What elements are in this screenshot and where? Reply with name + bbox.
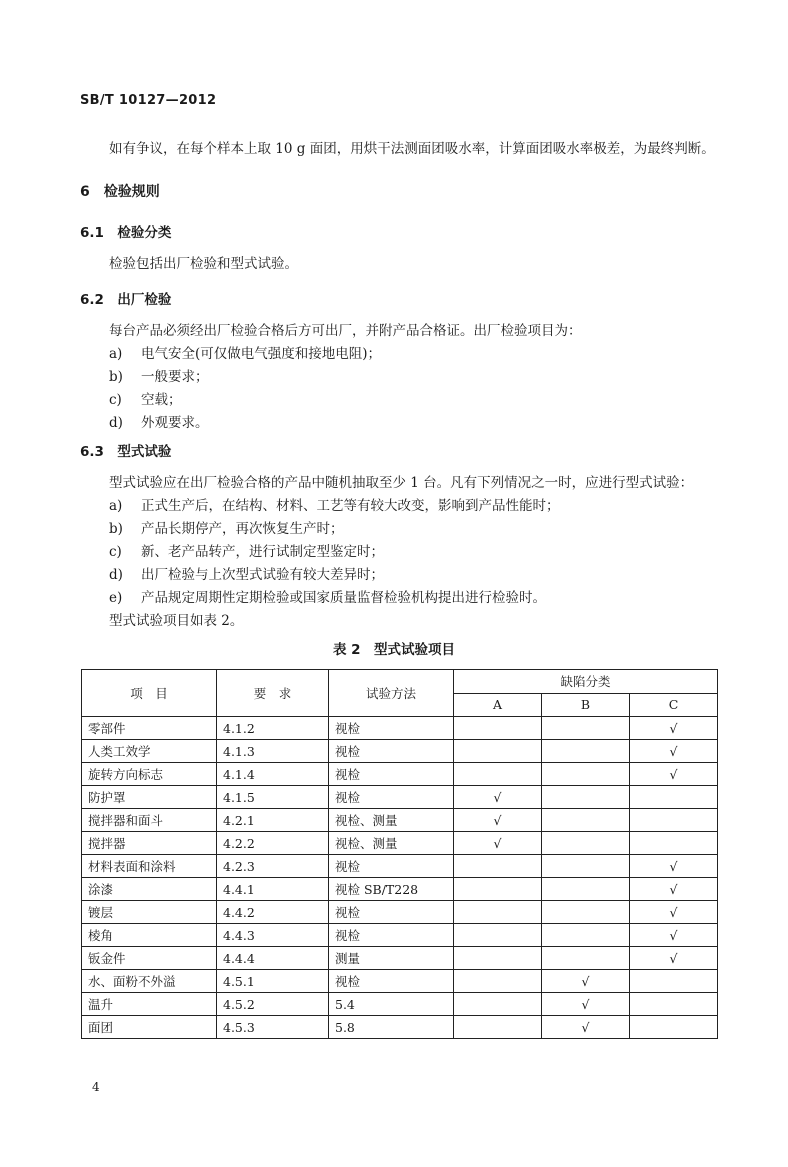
- list-item-text: 一般要求；: [141, 369, 209, 385]
- table-row: [82, 832, 718, 855]
- cell-method: 测量: [329, 947, 454, 970]
- cell-method: 视检: [329, 786, 454, 809]
- cell-requirement: 4.4.2: [217, 901, 329, 924]
- cell-item: 面团: [82, 1016, 217, 1039]
- list-item-text: 电气安全(可仅做电气强度和接地电阻)；: [141, 346, 382, 362]
- cell-class-b: [542, 924, 630, 947]
- cell-method: 视检: [329, 970, 454, 993]
- list-item-text: 产品长期停产，再次恢复生产时；: [141, 521, 344, 537]
- header-defect-class: 缺陷分类: [454, 670, 718, 694]
- cell-class-c: √: [630, 717, 718, 740]
- standard-header: SB/T 10127—2012: [80, 93, 217, 108]
- cell-class-b: [542, 786, 630, 809]
- table-row: [82, 717, 718, 740]
- cell-method: 视检: [329, 717, 454, 740]
- cell-class-b: [542, 947, 630, 970]
- cell-requirement: 4.1.3: [217, 740, 329, 763]
- cell-requirement: 4.1.4: [217, 763, 329, 786]
- section-6-3-title: 6.3 型式试验: [80, 444, 172, 460]
- list-item-letter: c): [109, 392, 122, 408]
- cell-requirement: 4.5.2: [217, 993, 329, 1016]
- section-6-title: 6 检验规则: [80, 184, 160, 200]
- cell-class-c: [630, 1016, 718, 1039]
- section-6-1-title: 6.1 检验分类: [80, 225, 172, 241]
- cell-requirement: 4.2.3: [217, 855, 329, 878]
- cell-item: 水、面粉不外溢: [82, 970, 217, 993]
- table-row: [82, 993, 718, 1016]
- cell-requirement: 4.4.3: [217, 924, 329, 947]
- cell-class-c: [630, 993, 718, 1016]
- table-row: [82, 947, 718, 970]
- cell-item: 镀层: [82, 901, 217, 924]
- header-class-b: B: [542, 693, 630, 717]
- cell-class-b: √: [542, 970, 630, 993]
- table-row: [82, 924, 718, 947]
- list-item-letter: a): [109, 498, 123, 514]
- section-6-2-text: 每台产品必须经出厂检验合格后方可出厂，并附产品合格证。出厂检验项目为：: [109, 323, 582, 339]
- test-items-table: [81, 669, 718, 1039]
- header-method: 试验方法: [329, 670, 454, 717]
- table-row: [82, 763, 718, 786]
- list-item-letter: b): [109, 369, 123, 385]
- cell-class-a: √: [454, 832, 542, 855]
- cell-class-a: [454, 740, 542, 763]
- list-item-letter: a): [109, 346, 123, 362]
- list-item: [109, 563, 384, 583]
- cell-item: 棱角: [82, 924, 217, 947]
- cell-class-b: [542, 855, 630, 878]
- cell-class-a: √: [454, 809, 542, 832]
- list-item-text: 产品规定周期性定期检验或国家质量监督检验机构提出进行检验时。: [141, 590, 546, 606]
- cell-requirement: 4.5.1: [217, 970, 329, 993]
- cell-method: 视检: [329, 924, 454, 947]
- cell-class-a: [454, 855, 542, 878]
- cell-class-a: [454, 717, 542, 740]
- cell-class-c: √: [630, 740, 718, 763]
- cell-requirement: 4.1.2: [217, 717, 329, 740]
- cell-class-c: √: [630, 924, 718, 947]
- list-item-text: 正式生产后，在结构、材料、工艺等有较大改变，影响到产品性能时；: [141, 498, 560, 514]
- cell-class-a: [454, 901, 542, 924]
- cell-requirement: 4.4.1: [217, 878, 329, 901]
- cell-method: 视检: [329, 740, 454, 763]
- cell-class-c: √: [630, 947, 718, 970]
- cell-class-a: [454, 970, 542, 993]
- cell-method: 视检: [329, 901, 454, 924]
- cell-class-a: [454, 993, 542, 1016]
- cell-requirement: 4.2.1: [217, 809, 329, 832]
- cell-item: 材料表面和涂料: [82, 855, 217, 878]
- cell-class-b: √: [542, 993, 630, 1016]
- cell-item: 温升: [82, 993, 217, 1016]
- list-item-text: 外观要求。: [141, 415, 209, 431]
- cell-item: 涂漆: [82, 878, 217, 901]
- list-item: [109, 411, 209, 431]
- list-item: [109, 365, 209, 385]
- header-requirement: 要 求: [217, 670, 329, 717]
- header-class-a: A: [454, 693, 542, 717]
- list-item-letter: b): [109, 521, 123, 537]
- cell-requirement: 4.1.5: [217, 786, 329, 809]
- cell-class-c: √: [630, 878, 718, 901]
- cell-item: 搅拌器和面斗: [82, 809, 217, 832]
- list-item: [109, 540, 384, 560]
- section-6-2-title: 6.2 出厂检验: [80, 292, 172, 308]
- cell-item: 防护罩: [82, 786, 217, 809]
- list-item-letter: d): [109, 415, 123, 431]
- cell-class-b: [542, 878, 630, 901]
- cell-class-a: [454, 763, 542, 786]
- cell-method: 视检、测量: [329, 809, 454, 832]
- cell-method: 视检 SB/T228: [329, 878, 454, 901]
- cell-method: 视检、测量: [329, 832, 454, 855]
- section-6-3-text: 型式试验应在出厂检验合格的产品中随机抽取至少 1 台。凡有下列情况之一时，应进行型式试验：: [109, 475, 694, 491]
- cell-class-b: [542, 740, 630, 763]
- list-item-letter: e): [109, 590, 123, 606]
- table-row: [82, 740, 718, 763]
- cell-class-a: [454, 1016, 542, 1039]
- cell-item: 旋转方向标志: [82, 763, 217, 786]
- cell-item: 零部件: [82, 717, 217, 740]
- list-item: [109, 494, 560, 514]
- list-item: [109, 342, 381, 362]
- cell-class-b: [542, 717, 630, 740]
- cell-method: 5.4: [329, 993, 454, 1016]
- cell-class-c: √: [630, 901, 718, 924]
- intro-paragraph: 如有争议，在每个样本上取 10 g 面团，用烘干法测面团吸水率，计算面团吸水率极差，为最终判断。: [109, 141, 715, 157]
- cell-method: 视检: [329, 855, 454, 878]
- cell-requirement: 4.2.2: [217, 832, 329, 855]
- table-row: [82, 878, 718, 901]
- table-row: [82, 901, 718, 924]
- cell-class-c: [630, 970, 718, 993]
- cell-class-b: [542, 832, 630, 855]
- cell-class-a: √: [454, 786, 542, 809]
- page-number: 4: [92, 1080, 100, 1094]
- header-item: 项 目: [82, 670, 217, 717]
- cell-class-b: [542, 901, 630, 924]
- cell-class-c: √: [630, 855, 718, 878]
- cell-class-b: [542, 763, 630, 786]
- list-item-letter: d): [109, 567, 123, 583]
- cell-item: 搅拌器: [82, 832, 217, 855]
- cell-class-c: [630, 786, 718, 809]
- list-item-text: 新、老产品转产，进行试制定型鉴定时；: [141, 544, 384, 560]
- header-class-c: C: [630, 693, 718, 717]
- cell-class-a: [454, 878, 542, 901]
- cell-class-b: [542, 809, 630, 832]
- list-item: [109, 517, 344, 537]
- section-6-3-closing: 型式试验项目如表 2。: [109, 613, 244, 629]
- list-item: [109, 388, 182, 408]
- table-row: [82, 970, 718, 993]
- cell-requirement: 4.5.3: [217, 1016, 329, 1039]
- list-item-text: 空载；: [141, 392, 182, 408]
- table-row: [82, 809, 718, 832]
- cell-method: 视检: [329, 763, 454, 786]
- cell-class-b: √: [542, 1016, 630, 1039]
- cell-item: 人类工效学: [82, 740, 217, 763]
- cell-class-a: [454, 924, 542, 947]
- cell-method: 5.8: [329, 1016, 454, 1039]
- cell-class-c: [630, 832, 718, 855]
- cell-class-c: [630, 809, 718, 832]
- table-row: [82, 1016, 718, 1039]
- table-row: [82, 786, 718, 809]
- section-6-1-text: 检验包括出厂检验和型式试验。: [109, 256, 298, 272]
- list-item-text: 出厂检验与上次型式试验有较大差异时；: [141, 567, 384, 583]
- table-caption: 表 2 型式试验项目: [332, 642, 456, 658]
- cell-item: 钣金件: [82, 947, 217, 970]
- list-item: [109, 586, 546, 606]
- cell-class-c: √: [630, 763, 718, 786]
- list-item-letter: c): [109, 544, 122, 560]
- table-row: [82, 855, 718, 878]
- cell-class-a: [454, 947, 542, 970]
- cell-requirement: 4.4.4: [217, 947, 329, 970]
